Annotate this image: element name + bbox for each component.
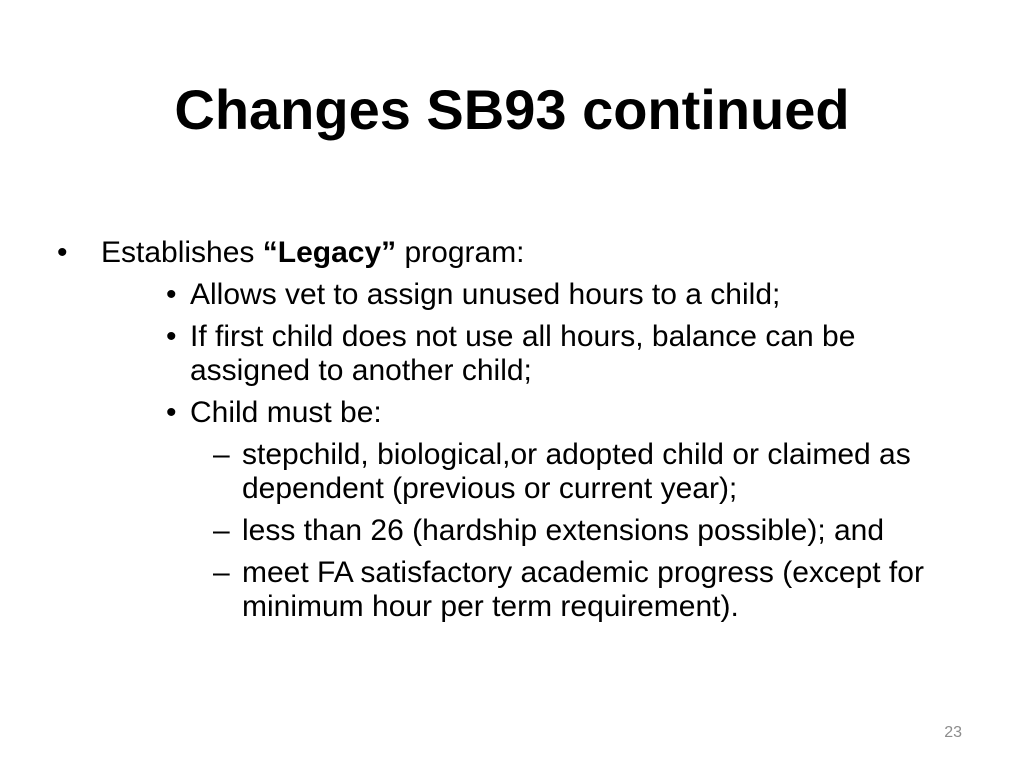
- sub-sub-bullet-child-type: [0, 438, 1024, 506]
- sub-bullet-child-must-be: [0, 396, 1024, 430]
- page-number: 23: [944, 724, 962, 741]
- sub-bullet-text: Allows vet to assign unused hours to a child;: [190, 278, 781, 311]
- dash-marker: –: [213, 556, 230, 589]
- bullet-text-prefix: Establishes: [101, 236, 263, 269]
- sub-sub-bullet-age: [0, 514, 1024, 548]
- sub-sub-bullet-text: stepchild, biological,or adopted child or claimed as dependent (previous or current year);: [242, 438, 911, 505]
- bullet-marker: •: [166, 320, 177, 353]
- dash-marker: –: [213, 514, 230, 547]
- sub-bullet-text: If first child does not use all hours, balance can be assigned to another child;: [190, 320, 856, 387]
- sub-sub-bullet-text: less than 26 (hardship extensions possible); and: [242, 514, 885, 547]
- legacy-emphasis: “Legacy”: [262, 236, 397, 269]
- bullet-establishes-legacy: [0, 236, 1024, 270]
- bullet-marker: •: [166, 278, 177, 311]
- bullet-text-suffix: program:: [396, 236, 525, 269]
- sub-sub-bullet-progress: [0, 556, 1024, 624]
- bullet-marker: •: [57, 236, 68, 269]
- slide-content: [0, 236, 1024, 632]
- sub-sub-bullet-text: meet FA satisfactory academic progress (except for minimum hour per term requirement).: [242, 556, 924, 623]
- slide-title: Changes SB93 continued: [174, 78, 850, 141]
- dash-marker: –: [213, 438, 230, 471]
- sub-bullet-text: Child must be:: [190, 396, 382, 429]
- bullet-marker: •: [166, 396, 177, 429]
- sub-bullet-balance: [0, 320, 1024, 388]
- sub-bullet-assign-hours: [0, 278, 1024, 312]
